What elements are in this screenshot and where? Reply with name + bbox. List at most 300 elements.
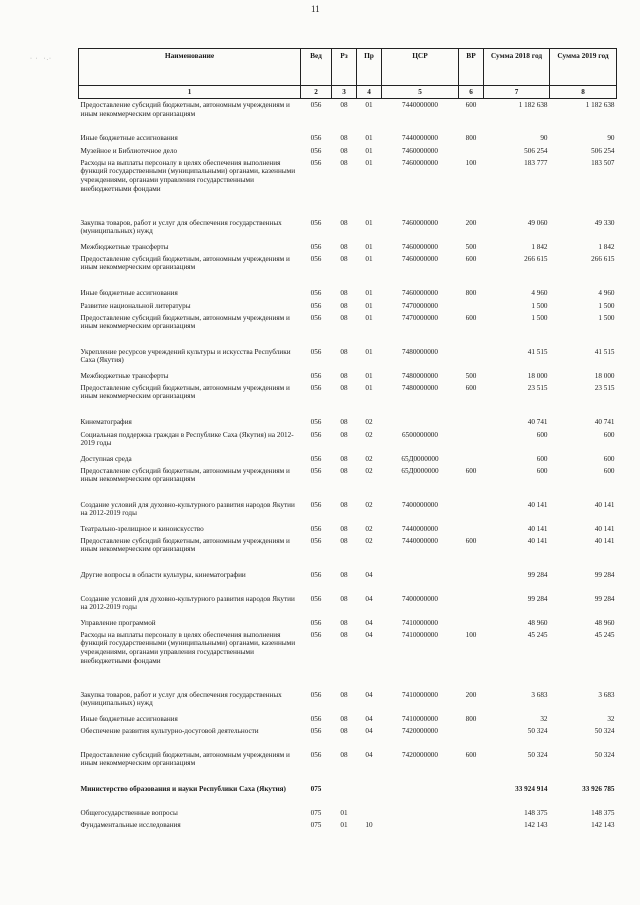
table-cell-csr: 7440000000 (402, 133, 438, 142)
table-cell-ved: 056 (310, 524, 322, 533)
header-sum-2018: Сумма 2018 год (484, 49, 550, 86)
table-row (79, 536, 617, 570)
table-cell-sum-2019: 3 683 (598, 690, 615, 699)
table-row (79, 430, 617, 454)
table-cell-rz: 08 (340, 570, 348, 579)
table-cell-sum-2019: 266 615 (591, 254, 615, 263)
table-cell-sum-2019: 142 143 (591, 820, 615, 829)
table-cell-rz: 08 (340, 254, 348, 263)
budget-table (78, 48, 617, 832)
table-cell-name: Фундаментальные исследования (80, 820, 181, 829)
table-cell-rz: 08 (340, 288, 348, 297)
table-cell-name: Иные бюджетные ассигнования (80, 288, 178, 297)
table-cell-rz: 01 (340, 820, 348, 829)
table-cell-sum-2019: 40 141 (594, 536, 615, 545)
table-row (79, 99, 617, 133)
table-cell-rz: 08 (340, 454, 348, 463)
header-rz: Рз (332, 49, 357, 86)
table-cell-vr (459, 524, 484, 536)
table-cell-pr: 02 (365, 524, 373, 533)
table-cell-vr: 600 (465, 383, 477, 392)
table-cell-pr: 10 (365, 820, 373, 829)
table-cell-sum-2019: 40 741 (594, 417, 615, 426)
table-cell-csr: 7410000000 (402, 714, 438, 723)
table-cell-csr: 7410000000 (402, 618, 438, 627)
table-cell-ved: 056 (310, 570, 322, 579)
table-cell-ved: 056 (310, 371, 322, 380)
table-cell-pr: 01 (365, 242, 373, 251)
table-cell-name: Создание условий для духовно-культурного развития народов Якутии на 2012-2019 годы (80, 500, 295, 518)
table-cell-pr: 01 (365, 347, 373, 356)
table-cell-ved: 056 (310, 301, 322, 310)
table-cell-ved: 056 (310, 618, 322, 627)
table-cell-csr: 7480000000 (402, 383, 438, 392)
table-cell-rz: 08 (340, 383, 348, 392)
table-cell-ved: 056 (310, 500, 322, 509)
table-cell-name: Предоставление субсидий бюджетным, автономным учреждениям и иным некоммерческим организациям (80, 466, 290, 484)
table-cell-ved: 056 (310, 630, 322, 639)
table-cell-vr: 800 (465, 133, 477, 142)
table-cell-sum-2018: 40 141 (527, 524, 548, 533)
table-row (79, 254, 617, 288)
table-cell-pr: 01 (365, 313, 373, 322)
table-cell-sum-2019: 183 507 (591, 158, 615, 167)
table-cell-ved: 056 (310, 466, 322, 475)
table-cell-sum-2019: 32 (607, 714, 615, 723)
table-cell-csr: 7480000000 (402, 371, 438, 380)
table-cell-sum-2019: 23 515 (594, 383, 615, 392)
table-cell-sum-2018: 1 842 (531, 242, 548, 251)
table-cell-ved: 056 (310, 750, 322, 759)
column-number: 3 (332, 86, 357, 99)
table-cell-rz: 08 (340, 630, 348, 639)
table-cell-sum-2018: 40 141 (527, 500, 548, 509)
table-cell-vr (459, 784, 484, 808)
table-cell-pr: 01 (365, 288, 373, 297)
table-cell-rz: 08 (340, 313, 348, 322)
table-cell-rz: 08 (340, 347, 348, 356)
table-cell-vr: 500 (465, 371, 477, 380)
table-cell-rz: 08 (340, 750, 348, 759)
column-number: 2 (301, 86, 332, 99)
table-row (79, 371, 617, 383)
table-cell-pr: 04 (365, 570, 373, 579)
table-cell-ved: 056 (310, 594, 322, 603)
table-cell-ved: 056 (310, 146, 322, 155)
table-cell-ved: 056 (310, 383, 322, 392)
table-cell-rz: 08 (340, 158, 348, 167)
table-cell-ved: 056 (310, 242, 322, 251)
table-cell-rz: 08 (340, 371, 348, 380)
table-cell-csr: 7460000000 (402, 242, 438, 251)
table-cell-csr: 7470000000 (402, 301, 438, 310)
table-row (79, 808, 617, 820)
table-cell-sum-2019: 50 324 (594, 726, 615, 735)
table-cell-name: Создание условий для духовно-культурного развития народов Якутии на 2012-2019 годы (80, 594, 295, 612)
table-cell-sum-2018: 1 500 (531, 301, 548, 310)
table-cell-sum-2019: 33 926 785 (582, 784, 615, 793)
table-cell-pr: 04 (365, 618, 373, 627)
table-cell-rz: 08 (340, 690, 348, 699)
table-cell-sum-2018: 1 182 638 (518, 101, 548, 109)
table-cell-rz (332, 784, 357, 808)
table-cell-name: Предоставление субсидий бюджетным, автономным учреждениям и иным некоммерческим организациям (80, 750, 290, 768)
table-cell-rz: 08 (340, 133, 348, 142)
table-row (79, 242, 617, 254)
table-cell-name: Кинематография (80, 417, 132, 426)
table-cell-csr: 7440000000 (402, 101, 438, 109)
table-cell-csr: 7460000000 (402, 146, 438, 155)
table-cell-csr (382, 820, 459, 832)
table-cell-vr (459, 618, 484, 630)
table-cell-sum-2018: 18 000 (527, 371, 548, 380)
table-cell-name: Иные бюджетные ассигнования (80, 133, 178, 142)
table-cell-rz: 08 (340, 430, 348, 439)
table-cell-rz: 08 (340, 218, 348, 227)
table-cell-csr: 7400000000 (402, 594, 438, 603)
table-cell-pr: 01 (365, 218, 373, 227)
table-cell-csr: 7460000000 (402, 288, 438, 297)
table-cell-vr: 200 (465, 690, 477, 699)
table-cell-name: Предоставление субсидий бюджетным, автономным учреждениям и иным некоммерческим организациям (80, 101, 290, 118)
column-number: 8 (550, 86, 617, 99)
table-cell-ved: 056 (310, 347, 322, 356)
table-cell-sum-2018: 90 (540, 133, 548, 142)
table-cell-sum-2018: 266 615 (524, 254, 548, 263)
table-cell-sum-2018: 99 284 (527, 570, 548, 579)
table-cell-name: Предоставление субсидий бюджетным, автономным учреждениям и иным некоммерческим организациям (80, 536, 290, 554)
table-cell-sum-2019: 506 254 (591, 146, 615, 155)
table-cell-ved: 075 (310, 808, 322, 817)
table-cell-pr: 01 (365, 383, 373, 392)
table-cell-name: Развитие национальной литературы (80, 301, 191, 310)
table-row (79, 218, 617, 242)
table-cell-ved: 056 (310, 254, 322, 263)
table-cell-sum-2019: 18 000 (594, 371, 615, 380)
table-cell-name: Межбюджетные трансферты (80, 371, 169, 380)
table-cell-csr: 6500000000 (402, 430, 438, 439)
table-cell-pr: 02 (365, 466, 373, 475)
table-row (79, 690, 617, 714)
table-cell-pr: 01 (365, 101, 373, 109)
table-cell-sum-2018: 600 (536, 454, 548, 463)
table-cell-sum-2018: 23 515 (527, 383, 548, 392)
table-cell-name: Обеспечение развития культурно-досуговой деятельности (80, 726, 259, 735)
table-cell-ved: 075 (310, 820, 322, 829)
table-cell-sum-2018: 600 (536, 430, 548, 439)
table-cell-vr (459, 146, 484, 158)
table-cell-vr (459, 726, 484, 750)
table-row (79, 313, 617, 347)
table-cell-name: Музейное и Библиотечное дело (80, 146, 178, 155)
table-cell-pr: 04 (365, 750, 373, 759)
table-cell-name: Предоставление субсидий бюджетным, автономным учреждениям и иным некоммерческим организациям (80, 383, 290, 401)
table-cell-ved: 075 (310, 784, 322, 793)
table-cell-rz: 08 (340, 714, 348, 723)
table-cell-sum-2018: 50 324 (527, 750, 548, 759)
table-cell-csr: 65Д0000000 (401, 454, 439, 463)
table-row (79, 288, 617, 301)
table-cell-pr: 04 (365, 714, 373, 723)
table-cell-sum-2019: 1 500 (598, 313, 615, 322)
table-cell-rz: 08 (340, 726, 348, 735)
table-cell-csr: 7480000000 (402, 347, 438, 356)
table-cell-pr: 02 (365, 536, 373, 545)
table-cell-rz: 08 (340, 536, 348, 545)
table-row (79, 570, 617, 594)
table-cell-rz: 08 (340, 500, 348, 509)
table-cell-csr: 7400000000 (402, 500, 438, 509)
table-cell-name: Доступная среда (80, 454, 132, 463)
table-cell-ved: 056 (310, 288, 322, 297)
table-cell-vr: 600 (465, 254, 477, 263)
table-cell-pr: 04 (365, 690, 373, 699)
table-cell-sum-2018: 183 777 (524, 158, 548, 167)
table-cell-csr (382, 808, 459, 820)
table-row (79, 466, 617, 500)
table-cell-sum-2018: 50 324 (527, 726, 548, 735)
table-cell-ved: 056 (310, 690, 322, 699)
table-cell-csr (382, 417, 459, 430)
table-cell-sum-2018: 45 245 (527, 630, 548, 639)
table-cell-ved: 056 (310, 133, 322, 142)
table-cell-ved: 056 (310, 313, 322, 322)
table-cell-name: Закупка товаров, работ и услуг для обеспечения государственных (муниципальных) нужд (80, 690, 282, 708)
table-row (79, 524, 617, 536)
scan-artifact: · · ·.· (30, 56, 52, 62)
table-cell-sum-2019: 90 (607, 133, 615, 142)
table-cell-name: Межбюджетные трансферты (80, 242, 169, 251)
table-cell-vr (459, 570, 484, 594)
column-number: 4 (357, 86, 382, 99)
table-row (79, 750, 617, 784)
table-cell-name: Театрально-зрелищное и киноискусство (80, 524, 204, 533)
table-row (79, 146, 617, 158)
table-cell-sum-2018: 600 (536, 466, 548, 475)
table-row (79, 784, 617, 808)
table-row (79, 454, 617, 466)
column-number: 7 (484, 86, 550, 99)
table-cell-sum-2019: 4 960 (598, 288, 615, 297)
table-cell-sum-2018: 41 515 (527, 347, 548, 356)
table-cell-rz: 08 (340, 417, 348, 426)
table-cell-pr: 01 (365, 146, 373, 155)
table-row (79, 301, 617, 313)
table-cell-vr (459, 820, 484, 832)
table-cell-ved: 056 (310, 454, 322, 463)
table-cell-rz: 08 (340, 524, 348, 533)
table-cell-pr: 01 (365, 371, 373, 380)
table-cell-sum-2019: 49 330 (594, 218, 615, 227)
table-cell-pr: 04 (365, 594, 373, 603)
table-cell-rz: 08 (340, 146, 348, 155)
table-cell-vr: 600 (465, 313, 477, 322)
table-cell-pr: 01 (365, 301, 373, 310)
table-cell-vr: 100 (465, 630, 477, 639)
table-cell-name: Управление программой (80, 618, 156, 627)
table-cell-csr: 7420000000 (402, 750, 438, 759)
table-cell-sum-2018: 48 960 (527, 618, 548, 627)
table-row (79, 133, 617, 146)
table-cell-vr: 800 (465, 288, 477, 297)
table-cell-vr (459, 347, 484, 371)
table-cell-sum-2019: 600 (603, 454, 615, 463)
table-cell-name: Предоставление субсидий бюджетным, автономным учреждениям и иным некоммерческим организациям (80, 313, 290, 331)
table-cell-vr (459, 417, 484, 430)
table-cell-name: Расходы на выплаты персоналу в целях обеспечения выполнения функций государственными (муниципальными) органами, казенными учреждениями, органами управления государственными внебюджетными фондами (80, 630, 296, 665)
table-cell-vr: 200 (465, 218, 477, 227)
header-csr: ЦСР (382, 49, 459, 86)
table-cell-sum-2018: 142 143 (524, 820, 548, 829)
table-cell-csr: 7460000000 (402, 254, 438, 263)
table-cell-csr: 7440000000 (402, 536, 438, 545)
table-cell-sum-2018: 1 500 (531, 313, 548, 322)
table-cell-vr: 600 (465, 750, 477, 759)
table-cell-sum-2018: 3 683 (531, 690, 548, 699)
header-sum-2019: Сумма 2019 год (550, 49, 617, 86)
table-cell-vr (459, 430, 484, 454)
table-cell-ved: 056 (310, 101, 322, 109)
table-cell-sum-2018: 4 960 (531, 288, 548, 297)
table-cell-rz: 08 (340, 301, 348, 310)
table-row (79, 500, 617, 524)
table-cell-rz: 08 (340, 101, 348, 109)
table-cell-name: Министерство образования и науки Республики Саха (Якутия) (80, 784, 286, 793)
table-header-row (79, 49, 617, 86)
table-cell-pr (357, 784, 382, 808)
table-cell-sum-2019: 1 500 (598, 301, 615, 310)
table-cell-vr: 800 (465, 714, 477, 723)
table-cell-sum-2019: 1 182 638 (585, 101, 615, 109)
table-cell-sum-2019: 600 (603, 466, 615, 475)
table-cell-csr: 7440000000 (402, 524, 438, 533)
header-name: Наименование (79, 49, 301, 86)
table-cell-vr: 600 (465, 101, 477, 109)
table-cell-vr (459, 594, 484, 618)
table-cell-rz: 08 (340, 242, 348, 251)
page-number: 11 (311, 4, 320, 14)
table-row (79, 630, 617, 690)
table-cell-sum-2019: 40 141 (594, 500, 615, 509)
table-cell-pr (357, 808, 382, 820)
table-cell-sum-2019: 99 284 (594, 594, 615, 603)
table-cell-name: Общегосударственные вопросы (80, 808, 178, 817)
table-cell-rz: 08 (340, 618, 348, 627)
table-cell-sum-2019: 50 324 (594, 750, 615, 759)
table-cell-csr: 7410000000 (402, 630, 438, 639)
table-cell-csr (382, 570, 459, 594)
column-number: 6 (459, 86, 484, 99)
table-row (79, 417, 617, 430)
table-cell-vr: 600 (465, 536, 477, 545)
table-cell-pr: 02 (365, 454, 373, 463)
table-cell-ved: 056 (310, 158, 322, 167)
table-row (79, 158, 617, 218)
table-cell-sum-2019: 99 284 (594, 570, 615, 579)
table-cell-ved: 056 (310, 417, 322, 426)
table-cell-name: Социальная поддержка граждан в Республике Саха (Якутия) на 2012-2019 годы (80, 430, 294, 448)
table-cell-name: Расходы на выплаты персоналу в целях обеспечения выполнения функций государственными (муниципальными) органами, казенными учреждениями, органами управления государственными внебюджетными фондами (80, 158, 296, 193)
table-cell-sum-2018: 506 254 (524, 146, 548, 155)
table-row (79, 594, 617, 618)
table-cell-pr: 01 (365, 133, 373, 142)
table-cell-csr: 7410000000 (402, 690, 438, 699)
table-cell-sum-2019: 41 515 (594, 347, 615, 356)
table-cell-ved: 056 (310, 536, 322, 545)
table-cell-name: Укрепление ресурсов учреждений культуры и искусства Республики Саха (Якутия) (80, 347, 291, 365)
column-number: 1 (79, 86, 301, 99)
table-cell-csr: 7460000000 (402, 158, 438, 167)
table-cell-vr: 500 (465, 242, 477, 251)
table-cell-vr: 600 (465, 466, 477, 475)
table-cell-vr (459, 500, 484, 524)
table-cell-sum-2018: 40 141 (527, 536, 548, 545)
table-cell-pr: 04 (365, 630, 373, 639)
table-cell-csr: 7470000000 (402, 313, 438, 322)
table-cell-sum-2018: 33 924 914 (515, 784, 548, 793)
table-cell-sum-2018: 40 741 (527, 417, 548, 426)
table-row (79, 726, 617, 750)
header-pr: Пр (357, 49, 382, 86)
table-row (79, 347, 617, 371)
table-cell-sum-2019: 1 842 (598, 242, 615, 251)
table-cell-sum-2018: 49 060 (527, 218, 548, 227)
table-cell-rz: 08 (340, 594, 348, 603)
table-cell-pr: 01 (365, 254, 373, 263)
table-cell-ved: 056 (310, 714, 322, 723)
table-cell-name: Закупка товаров, работ и услуг для обеспечения государственных (муниципальных) нужд (80, 218, 282, 236)
table-cell-vr (459, 808, 484, 820)
table-cell-vr (459, 301, 484, 313)
table-cell-sum-2019: 45 245 (594, 630, 615, 639)
table-cell-rz: 01 (340, 808, 348, 817)
table-cell-pr: 02 (365, 430, 373, 439)
table-cell-ved: 056 (310, 218, 322, 227)
table-cell-ved: 056 (310, 430, 322, 439)
table-cell-sum-2018: 99 284 (527, 594, 548, 603)
table-cell-csr: 7460000000 (402, 218, 438, 227)
table-cell-sum-2019: 40 141 (594, 524, 615, 533)
table-cell-sum-2018: 32 (540, 714, 548, 723)
table-cell-name: Иные бюджетные ассигнования (80, 714, 178, 723)
table-cell-rz: 08 (340, 466, 348, 475)
table-cell-csr: 7420000000 (402, 726, 438, 735)
table-cell-vr (459, 454, 484, 466)
table-cell-vr: 100 (465, 158, 477, 167)
header-ved: Вед (301, 49, 332, 86)
table-cell-name: Другие вопросы в области культуры, кинематографии (80, 570, 246, 579)
table-cell-sum-2019: 48 960 (594, 618, 615, 627)
table-body (79, 99, 617, 832)
table-cell-name: Предоставление субсидий бюджетным, автономным учреждениям и иным некоммерческим организациям (80, 254, 290, 272)
table-cell-sum-2018: 148 375 (524, 808, 548, 817)
table-row (79, 383, 617, 417)
table-cell-pr: 01 (365, 158, 373, 167)
table-cell-csr: 65Д0000000 (401, 466, 439, 475)
table-cell-pr: 02 (365, 500, 373, 509)
header-vr: ВР (459, 49, 484, 86)
table-cell-pr: 02 (365, 417, 373, 426)
table-cell-ved: 056 (310, 726, 322, 735)
table-cell-sum-2019: 148 375 (591, 808, 615, 817)
table-row (79, 714, 617, 726)
column-number-row (79, 86, 617, 99)
column-number: 5 (382, 86, 459, 99)
table-cell-csr (382, 784, 459, 808)
table-cell-pr: 04 (365, 726, 373, 735)
table-row (79, 618, 617, 630)
table-row (79, 820, 617, 832)
